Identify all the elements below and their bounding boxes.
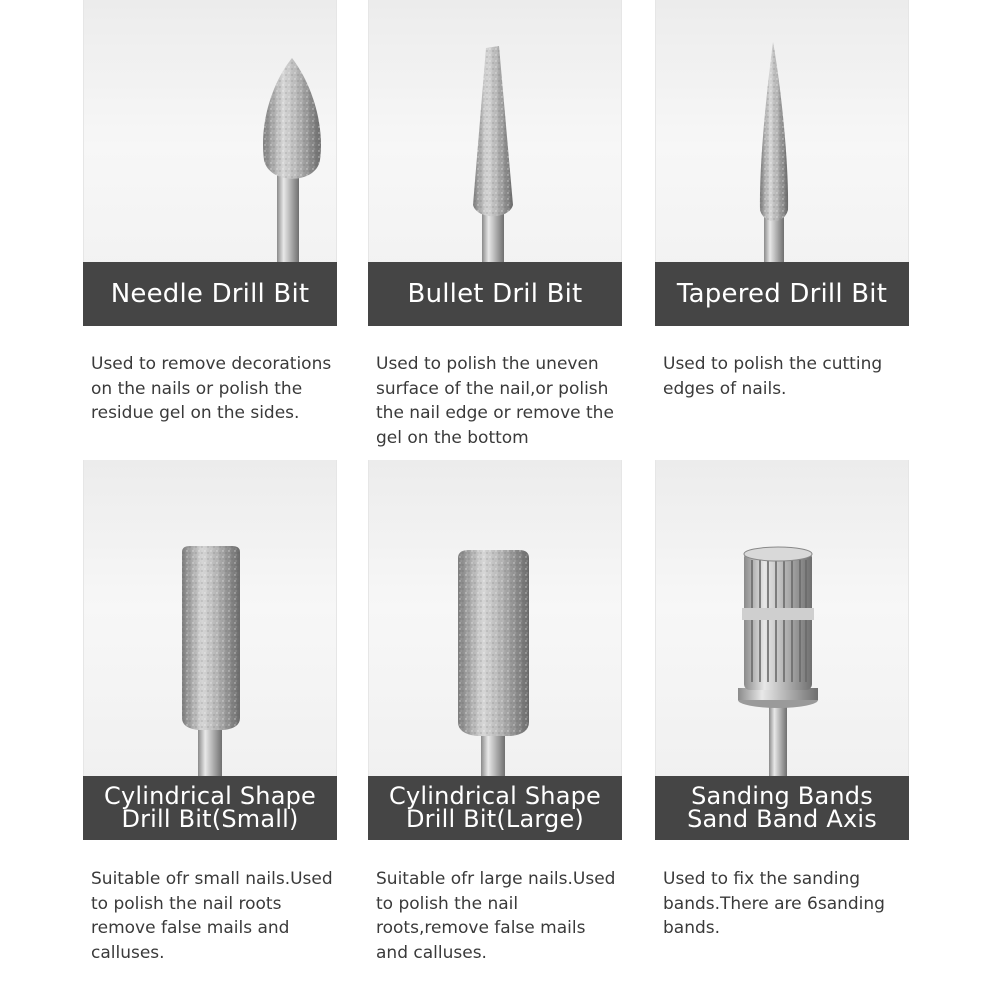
product-description: Suitable ofr small nails.Used to polish the nail roots remove false mails and calluses. xyxy=(91,869,333,963)
product-description: Used to fix the sanding bands.There are 6sanding bands. xyxy=(663,869,885,938)
product-title-text: Bullet Dril Bit xyxy=(407,278,583,309)
product-title xyxy=(368,776,622,840)
product-description: Used to remove decorations on the nails or polish the residue gel on the sides. xyxy=(91,354,332,423)
product-title-text: Tapered Drill Bit xyxy=(676,278,888,309)
product-title xyxy=(368,262,622,326)
product-title xyxy=(83,262,337,326)
cylindrical-large-drill-bit-icon xyxy=(369,460,622,776)
cylindrical-small-drill-bit-icon xyxy=(84,460,337,776)
bullet-drill-bit-icon xyxy=(369,0,622,262)
product-title-text: Needle Drill Bit xyxy=(110,278,310,309)
product-description: Used to polish the cutting edges of nails. xyxy=(663,354,883,399)
product-title-line-2: Drill Bit(Small) xyxy=(121,805,299,833)
product-title-line-2: Sand Band Axis xyxy=(687,805,877,833)
tapered-drill-bit-icon xyxy=(656,0,909,262)
product-title-line-2: Drill Bit(Large) xyxy=(406,805,584,833)
product-photo xyxy=(83,460,337,786)
product-title xyxy=(83,776,337,840)
sanding-band-axis-icon xyxy=(656,460,909,776)
needle-drill-bit-icon xyxy=(84,0,337,262)
product-photo xyxy=(368,460,622,786)
product-title-line-1: Cylindrical Shape xyxy=(388,782,602,810)
product-title xyxy=(655,262,909,326)
product-title-line-1: Cylindrical Shape xyxy=(103,782,317,810)
product-description: Suitable ofr large nails.Used to polish the nail roots,remove false mails and calluses. xyxy=(376,869,616,963)
product-description: Used to polish the uneven surface of the nail,or polish the nail edge or remove the gel on the bottom xyxy=(376,354,614,448)
product-title xyxy=(655,776,909,840)
product-photo xyxy=(655,460,909,786)
product-title-line-1: Sanding Bands xyxy=(691,782,873,810)
